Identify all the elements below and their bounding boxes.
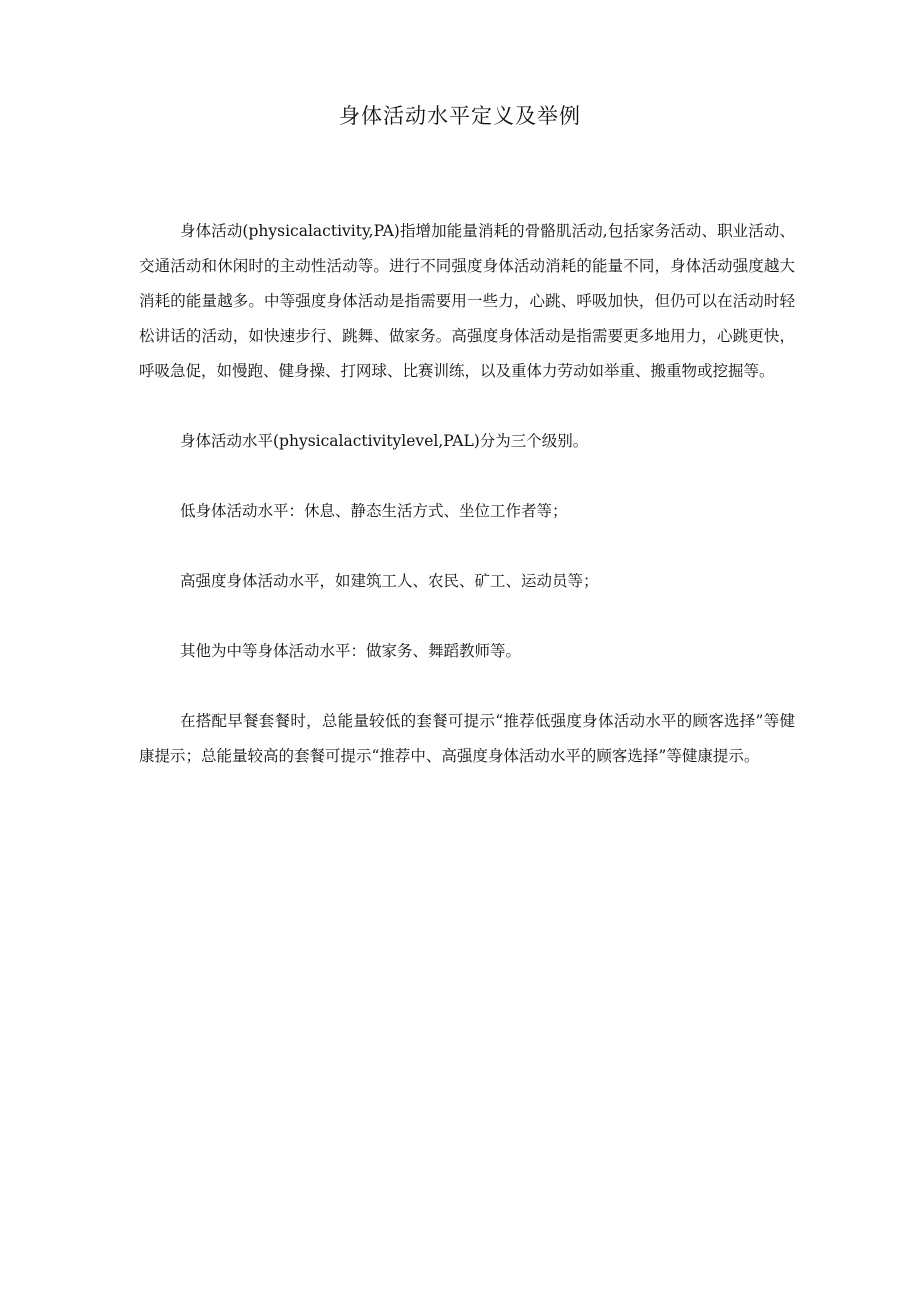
paragraph-medium-pal: 其他为中等身体活动水平：做家务、舞蹈教师等。 <box>180 642 522 660</box>
paragraph-physical-activity-definition: 身体活动(physicalactivity,PA)指增加能量消耗的骨骼肌活动,包括家务活动、职业活动、交通活动和休闲时的主动性活动等。进行不同强度身体活动消耗的能量不同，身体活动强度越大消耗的能量越多。中等强度身体活动是指需要用一些力，心跳、呼吸加快，但仍可以在活动时轻松讲话的活动，如快速步行、跳舞、做家务。高强度身体活动是指需要更多地用力，心跳更快，呼吸急促，如慢跑、健身操、打网球、比赛训练，以及重体力劳动如举重、搬重物或挖掘等。 <box>139 222 795 380</box>
paragraph-low-pal: 低身体活动水平：休息、静态生活方式、坐位工作者等； <box>180 502 568 520</box>
document-title: 身体活动水平定义及举例 <box>339 104 581 128</box>
document-body <box>139 214 795 774</box>
paragraph-pal-levels: 身体活动水平(physicalactivitylevel,PAL)分为三个级别。 <box>180 432 589 450</box>
paragraph-high-pal: 高强度身体活动水平，如建筑工人、农民、矿工、运动员等； <box>180 572 599 590</box>
paragraph-breakfast-tips: 在搭配早餐套餐时，总能量较低的套餐可提示“推荐低强度身体活动水平的顾客选择”等健康提示；总能量较高的套餐可提示“推荐中、高强度身体活动水平的顾客选择”等健康提示。 <box>139 712 795 765</box>
